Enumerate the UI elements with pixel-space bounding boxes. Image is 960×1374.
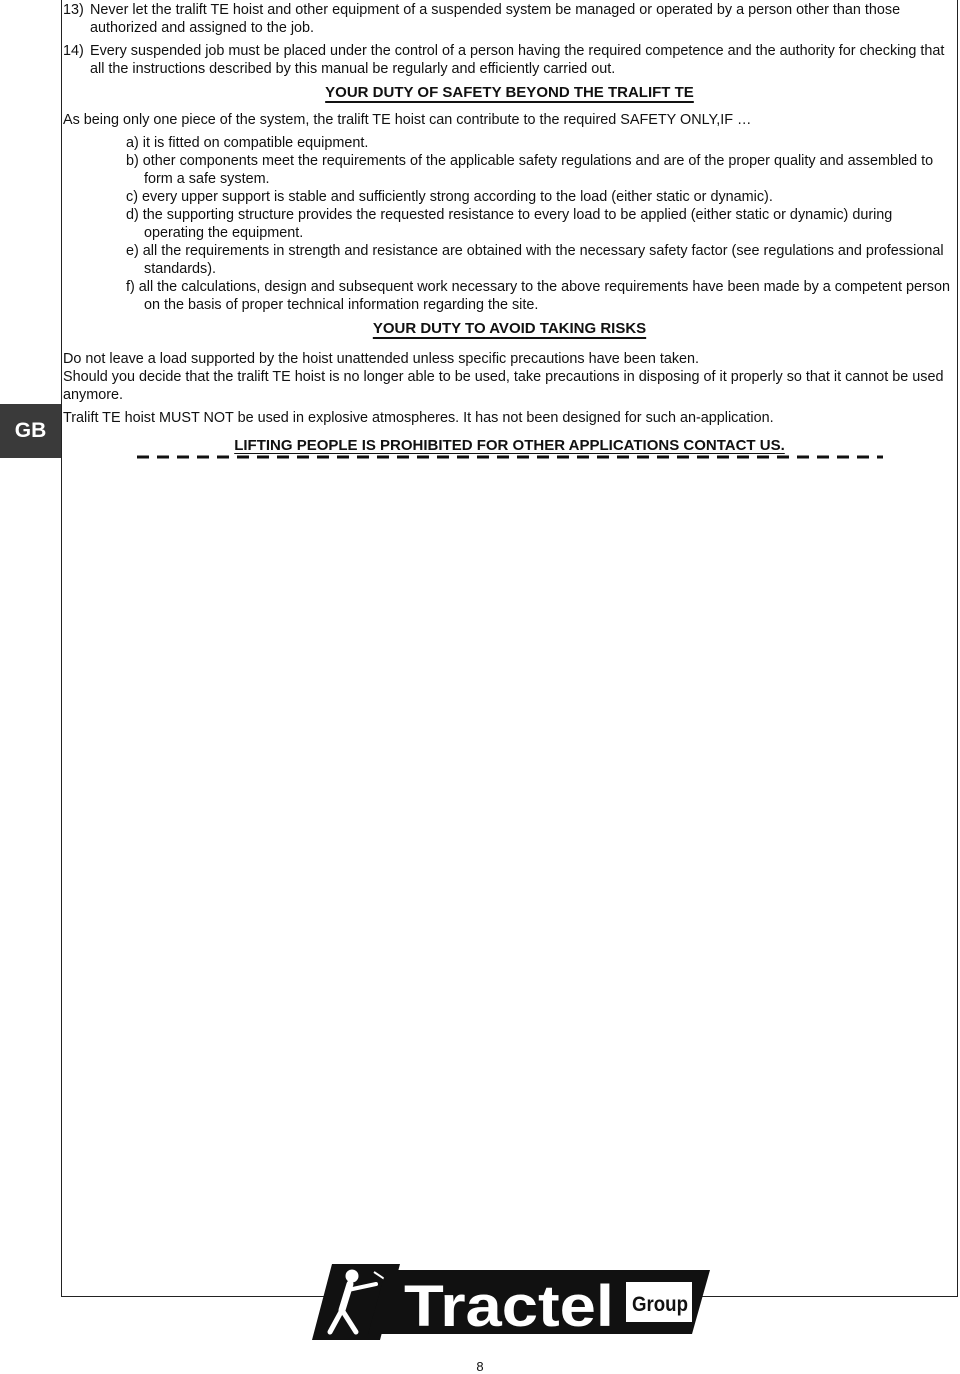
language-tab-label: GB [14, 419, 47, 442]
section-heading-text: YOUR DUTY TO AVOID TAKING RISKS [372, 320, 647, 337]
risk-paragraph-2: Should you decide that the tralift TE hoist is no longer able to be used, take precautions in disposing of it properly so that it cannot be used anymore. [63, 369, 944, 403]
logo-group-text: Group [632, 1293, 688, 1316]
instruction-number: 14) [63, 43, 84, 59]
condition-c: c) every upper support is stable and sufficiently strong according to the load (either static or dynamic). [126, 189, 773, 205]
language-tab [0, 404, 61, 458]
instruction-14 [63, 42, 956, 78]
section-heading-safety [63, 84, 956, 102]
dashed-rule [137, 454, 883, 460]
page-content [63, 0, 956, 427]
section-heading-text: YOUR DUTY OF SAFETY BEYOND THE TRALIFT TE [325, 84, 694, 101]
condition-d: d) the supporting structure provides the requested resistance to every load to be applied (either static or dynamic) during operating the equipment. [126, 207, 893, 241]
condition-b: b) other components meet the requirements of the applicable safety regulations and are of the proper quality and assembled to form a safe system. [126, 153, 934, 187]
condition-e: e) all the requirements in strength and resistance are obtained with the necessary safety factor (see regulations and professional standards). [126, 243, 944, 277]
lifting-people-warning [63, 437, 956, 454]
instruction-text: Never let the tralift TE hoist and other equipment of a suspended system be managed or operated by a person other than those authorized and assigned to the job. [90, 2, 901, 36]
risk-paragraph-3: Tralift TE hoist MUST NOT be used in explosive atmospheres. It has not been designed for such an-application. [63, 410, 774, 426]
instruction-13 [63, 1, 956, 37]
condition-a: a) it is fitted on compatible equipment. [126, 135, 369, 151]
page-number: 8 [476, 1359, 484, 1374]
tractel-group-logo [312, 1262, 716, 1342]
warning-text: LIFTING PEOPLE IS PROHIBITED FOR OTHER APPLICATIONS CONTACT US. [234, 437, 785, 454]
condition-f: f) all the calculations, design and subsequent work necessary to the above requirements have been made by a competent person on the basis of proper technical information regarding the site. [126, 279, 950, 313]
safety-intro: As being only one piece of the system, the tralift TE hoist can contribute to the required SAFETY ONLY,IF … [63, 112, 752, 128]
risk-paragraph-1: Do not leave a load supported by the hoist unattended unless specific precautions have been taken. [63, 351, 700, 367]
safety-conditions [63, 134, 956, 314]
instruction-number: 13) [63, 2, 84, 18]
section-heading-risks [63, 320, 956, 338]
instruction-text: Every suspended job must be placed under the control of a person having the required competence and the authority for checking that all the instructions described by this manual be regularly and efficiently carried out. [90, 43, 945, 77]
logo-brand-text: Tractel [404, 1274, 614, 1339]
